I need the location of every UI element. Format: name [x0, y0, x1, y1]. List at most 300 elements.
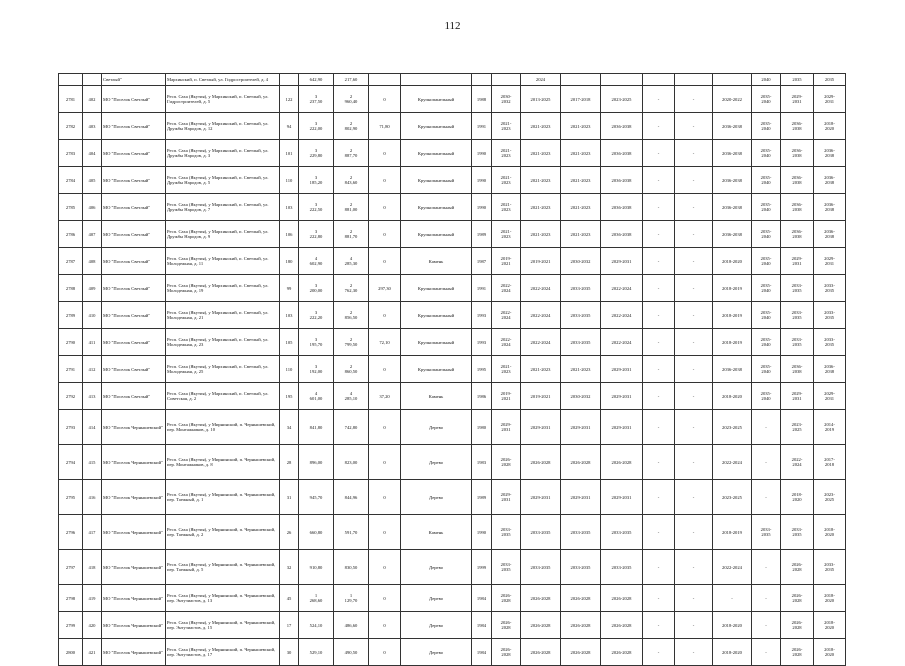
table-cell: 217,60 [334, 74, 369, 86]
table-cell: 2026- 2028 [492, 445, 521, 480]
table-cell: 2026- 2028 [781, 639, 814, 666]
table-cell: Дерево [401, 410, 472, 445]
table-cell: 2021-2023 [561, 194, 601, 221]
table-cell: 101 [280, 140, 299, 167]
table-cell: МО "Поселок Светлый" [102, 221, 166, 248]
table-cell: 2018-2020 [713, 383, 752, 410]
table-cell: Респ. Саха (Якутия), у Мирнинский, п. Чернышевский, пер. Энтузиастов, д. 17 [166, 639, 280, 666]
table-cell: 32 [280, 550, 299, 585]
table-cell: 2029- 2031 [781, 86, 814, 113]
table-cell: 2036- 2038 [814, 167, 846, 194]
table-cell: 2029-2031 [601, 480, 643, 515]
table-cell: 0 [369, 410, 401, 445]
table-cell: 2029-2031 [561, 480, 601, 515]
table-cell: МО "Поселок Светлый" [102, 329, 166, 356]
table-cell [643, 74, 675, 86]
table-cell: Респ. Саха (Якутия), у Мархинский, п. Светлый, ул. Дружбы Народов, д. 12 [166, 113, 280, 140]
table-cell: 2033- 2035 [492, 550, 521, 585]
table-row [59, 194, 846, 221]
table-cell: 2035- 2040 [752, 275, 781, 302]
table-cell: 2017- 2018 [814, 445, 846, 480]
table-cell: 2023- 2025 [781, 410, 814, 445]
table-cell: МО "Поселок Светлый" [102, 113, 166, 140]
table-cell: 3 185,20 [299, 167, 334, 194]
table-cell: 2021- 2023 [492, 356, 521, 383]
table-cell: 2036-2038 [601, 167, 643, 194]
table-cell: 2797 [59, 550, 83, 585]
table-cell: 0 [369, 140, 401, 167]
table-cell: 407 [83, 221, 102, 248]
table-cell: Респ. Саха (Якутия), у Мирнинский, п. Чернышевский, пер. Таежный, д. 2 [166, 515, 280, 550]
table-cell: 406 [83, 194, 102, 221]
table-cell: 2017-2018 [561, 86, 601, 113]
table-cell: - [675, 194, 713, 221]
table-cell: 106 [280, 221, 299, 248]
table-cell: 4 601,00 [299, 383, 334, 410]
table-cell: 660,80 [299, 515, 334, 550]
table-cell: 0 [369, 86, 401, 113]
table-cell: МО "Поселок Светлый" [102, 275, 166, 302]
table-cell: 71,80 [369, 113, 401, 140]
table-cell: - [643, 445, 675, 480]
table-cell: 415 [83, 445, 102, 480]
table-cell: 945,70 [299, 480, 334, 515]
table-cell: 26 [280, 515, 299, 550]
table-cell: 2021-2023 [521, 221, 561, 248]
table-row [59, 383, 846, 410]
table-cell: 0 [369, 480, 401, 515]
table-cell: 2029- 2031 [814, 248, 846, 275]
table-cell: 1983 [472, 445, 492, 480]
table-cell: 2035- 2040 [752, 167, 781, 194]
table-cell: 2021-2023 [561, 167, 601, 194]
table-row [59, 167, 846, 194]
table-cell: - [713, 585, 752, 612]
table-cell: 2021- 2023 [492, 167, 521, 194]
table-cell: - [675, 275, 713, 302]
table-cell: 420 [83, 612, 102, 639]
table-cell: 2022-2024 [521, 302, 561, 329]
table-cell: 2 762,30 [334, 275, 369, 302]
table-cell: Мархинский, п. Светлый, ул. Гидростроителей, д. 4 [166, 74, 280, 86]
table-cell: - [752, 480, 781, 515]
table-cell: 2033-2035 [561, 302, 601, 329]
table-cell: 2033-2035 [561, 275, 601, 302]
table-cell: 2794 [59, 445, 83, 480]
table-cell: 413 [83, 383, 102, 410]
table-cell: Дерево [401, 550, 472, 585]
table-cell: 1 268,60 [299, 585, 334, 612]
table-cell: 2795 [59, 480, 83, 515]
table-cell: 402 [83, 86, 102, 113]
table-cell: Крупнопанельный [401, 194, 472, 221]
table-cell: - [643, 302, 675, 329]
table-cell: 2 799,50 [334, 329, 369, 356]
table-cell: МО "Поселок Чернышевский" [102, 585, 166, 612]
table-cell: 2018- 2020 [814, 639, 846, 666]
table-cell: - [643, 140, 675, 167]
table-cell: 2021-2023 [521, 113, 561, 140]
table-cell: 2040 [752, 74, 781, 86]
table-cell: Камень [401, 383, 472, 410]
table-cell: - [752, 550, 781, 585]
table-cell: 421 [83, 639, 102, 666]
table-cell: 742,80 [334, 410, 369, 445]
table-cell: 2783 [59, 140, 83, 167]
table-cell: 2026-2028 [601, 585, 643, 612]
table-cell: Респ. Саха (Якутия), у Мархинский, п. Светлый, ул. Дружбы Народов, д. 9 [166, 221, 280, 248]
table-cell: 2022-2024 [521, 275, 561, 302]
table-cell: Респ. Саха (Якутия), у Мархинский, п. Светлый, ул. Молодежная, д. 19 [166, 275, 280, 302]
table-cell: 0 [369, 167, 401, 194]
table-cell: - [675, 445, 713, 480]
table-cell: 2035- 2040 [752, 383, 781, 410]
table-cell: Дерево [401, 585, 472, 612]
table-cell: 408 [83, 248, 102, 275]
table-cell: 2033- 2035 [752, 515, 781, 550]
table-cell: 2026- 2028 [781, 612, 814, 639]
table-cell: - [643, 329, 675, 356]
table-row [59, 639, 846, 666]
table-cell: 2021-2023 [561, 356, 601, 383]
table-cell: 2784 [59, 167, 83, 194]
table-cell: Респ. Саха (Якутия), у Мархинский, п. Светлый, ул. Дружбы Народов, д. 3 [166, 140, 280, 167]
table-cell: 3 200,00 [299, 275, 334, 302]
table-cell: Крупнопанельный [401, 329, 472, 356]
table-cell: 417 [83, 515, 102, 550]
table-cell: - [675, 113, 713, 140]
table-cell: 1990 [472, 515, 492, 550]
table-cell: 2036- 2038 [814, 140, 846, 167]
table-cell: 2021- 2023 [492, 221, 521, 248]
table-cell: 2018-2019 [713, 302, 752, 329]
table-cell: 0 [369, 356, 401, 383]
table-cell: 2033- 2035 [781, 302, 814, 329]
table-cell: МО "Поселок Светлый" [102, 140, 166, 167]
table-cell: 2026-2028 [521, 445, 561, 480]
table-cell: Респ. Саха (Якутия), у Мархинский, п. Светлый, ул. Дружбы Народов, д. 7 [166, 194, 280, 221]
table-cell: 2036- 2038 [781, 167, 814, 194]
table-cell: 3 222,80 [299, 221, 334, 248]
table-cell [280, 74, 299, 86]
table-cell: 2036- 2038 [781, 356, 814, 383]
table-cell: 2024 [521, 74, 561, 86]
table-cell: - [675, 515, 713, 550]
table-cell: 2036-2038 [713, 113, 752, 140]
table-cell: 2782 [59, 113, 83, 140]
table-cell: 2019- 2021 [492, 383, 521, 410]
table-cell: 2022- 2024 [492, 275, 521, 302]
table-cell: - [675, 302, 713, 329]
table-cell: 2036-2038 [601, 140, 643, 167]
table-cell: МО "Поселок Светлый" [102, 356, 166, 383]
table-cell: - [675, 329, 713, 356]
table-cell: Респ. Саха (Якутия), у Мархинский, п. Светлый, ул. Молодежная, д. 23 [166, 329, 280, 356]
table-cell: 2 843,60 [334, 167, 369, 194]
table-cell: 2792 [59, 383, 83, 410]
table-cell: - [643, 275, 675, 302]
table-row [59, 445, 846, 480]
table-cell: 486,60 [334, 612, 369, 639]
table-cell: 2013-2025 [521, 86, 561, 113]
table-cell: 2021-2023 [521, 356, 561, 383]
table-cell: 2800 [59, 639, 83, 666]
table-cell: 910,80 [299, 550, 334, 585]
table-cell: 2790 [59, 329, 83, 356]
table-row [59, 221, 846, 248]
table-cell: Крупнопанельный [401, 140, 472, 167]
table-cell: 103 [280, 302, 299, 329]
table-cell: 0 [369, 445, 401, 480]
table-cell [561, 74, 601, 86]
table-cell: 2030-2032 [561, 383, 601, 410]
table-cell: 2020-2022 [713, 86, 752, 113]
table-cell: 37,20 [369, 383, 401, 410]
table-cell: - [752, 639, 781, 666]
table-cell: 642,90 [299, 74, 334, 86]
table-cell: 3 237,50 [299, 86, 334, 113]
table-cell: - [643, 515, 675, 550]
table-cell: 2030-2032 [561, 248, 601, 275]
table-cell [492, 74, 521, 86]
table-cell: 416 [83, 480, 102, 515]
table-cell: 1987 [472, 248, 492, 275]
table-cell: 2036- 2038 [781, 113, 814, 140]
table-cell: 2022- 2024 [492, 302, 521, 329]
table-cell: МО "Поселок Чернышевский" [102, 612, 166, 639]
table-cell: 410 [83, 302, 102, 329]
table-cell: 0 [369, 248, 401, 275]
table-cell: 2 802,90 [334, 113, 369, 140]
table-cell: 2033- 2035 [492, 515, 521, 550]
table-cell: 0 [369, 639, 401, 666]
table-cell: 2781 [59, 86, 83, 113]
table-cell: 2035- 2040 [752, 329, 781, 356]
table-row [59, 356, 846, 383]
table-cell: 2033-2035 [521, 550, 561, 585]
table-cell: 2029-2031 [561, 410, 601, 445]
table-cell: Камень [401, 515, 472, 550]
table-cell: 2023- 2025 [814, 480, 846, 515]
table-cell: 2035 [781, 74, 814, 86]
table-row [59, 585, 846, 612]
table-cell: 524,10 [299, 612, 334, 639]
table-cell: 2026-2028 [561, 639, 601, 666]
table-cell: - [643, 356, 675, 383]
table-cell: МО "Поселок Светлый" [102, 248, 166, 275]
table-cell: 103 [280, 194, 299, 221]
table-cell: Светлый" [102, 74, 166, 86]
table-cell: 2018- 2020 [781, 480, 814, 515]
table-cell: 0 [369, 194, 401, 221]
table-cell: 2 881,00 [334, 194, 369, 221]
table-cell: 2029- 2031 [814, 86, 846, 113]
table-cell: 2019-2021 [521, 248, 561, 275]
table-cell: 1990 [472, 194, 492, 221]
housing-register-table [58, 73, 846, 666]
table-cell: Респ. Саха (Якутия), у Мирнинский, п. Чернышевский, пер. Энтузиастов, д. 13 [166, 585, 280, 612]
table-cell: - [675, 140, 713, 167]
table-cell: 2036- 2038 [781, 140, 814, 167]
table-cell: 2036- 2038 [814, 221, 846, 248]
table-cell: МО "Поселок Светлый" [102, 302, 166, 329]
table-cell: 17 [280, 612, 299, 639]
table-cell: - [643, 167, 675, 194]
table-cell: - [643, 194, 675, 221]
table-cell: 2033-2035 [521, 515, 561, 550]
table-cell: 2030- 2032 [492, 86, 521, 113]
table-cell: МО "Поселок Чернышевский" [102, 445, 166, 480]
table-cell: Респ. Саха (Якутия), у Мирнинский, п. Чернышевский, пер. Таежный, д. 5 [166, 550, 280, 585]
table-cell: Респ. Саха (Якутия), у Мархинский, п. Светлый, ул. Молодежная, д. 25 [166, 356, 280, 383]
table-cell: 2787 [59, 248, 83, 275]
table-cell: 2036- 2038 [781, 194, 814, 221]
table-cell: 2035- 2040 [752, 302, 781, 329]
table-cell: 1990 [472, 140, 492, 167]
table-cell: 2029-2031 [521, 480, 561, 515]
table-cell: 2022-2024 [713, 445, 752, 480]
table-cell: Крупнопанельный [401, 113, 472, 140]
table-cell: 2021-2023 [521, 140, 561, 167]
table-cell: - [752, 612, 781, 639]
table-cell [472, 74, 492, 86]
table-cell: 34 [280, 410, 299, 445]
table-cell: 2029-2031 [601, 383, 643, 410]
table-cell: 2033-2035 [561, 515, 601, 550]
table-cell: 2 960,40 [334, 86, 369, 113]
table-cell: 2018-2020 [713, 612, 752, 639]
table-cell: 3 222,00 [299, 113, 334, 140]
table-cell: 2018- 2020 [814, 113, 846, 140]
table-cell: 2029- 2031 [492, 410, 521, 445]
table-cell: 2799 [59, 612, 83, 639]
table-cell: 2036-2038 [713, 167, 752, 194]
table-cell: Крупнопанельный [401, 167, 472, 194]
table-cell: 2026- 2028 [492, 639, 521, 666]
table-cell: 830,50 [334, 550, 369, 585]
table-cell: 404 [83, 140, 102, 167]
table-cell: 1984 [472, 639, 492, 666]
table-cell: МО "Поселок Чернышевский" [102, 480, 166, 515]
table-cell: 2021- 2023 [492, 194, 521, 221]
table-cell: 1989 [472, 480, 492, 515]
table-row [59, 302, 846, 329]
table-cell: Респ. Саха (Якутия), у Мархинский, п. Светлый, ул. Советская, д. 2 [166, 383, 280, 410]
table-cell: 3 195,70 [299, 329, 334, 356]
table-cell: 2029- 2031 [781, 383, 814, 410]
table-row [59, 480, 846, 515]
table-cell: - [643, 480, 675, 515]
table-cell: Крупнопанельный [401, 86, 472, 113]
table-cell: - [643, 550, 675, 585]
table-cell: 2022-2024 [601, 302, 643, 329]
table-cell: 2 860,50 [334, 356, 369, 383]
table-cell: 896,00 [299, 445, 334, 480]
table-cell: 297,30 [369, 275, 401, 302]
table-cell: 2021- 2023 [492, 140, 521, 167]
table-cell: 823,00 [334, 445, 369, 480]
table-cell: Респ. Саха (Якутия), у Мархинский, п. Светлый, ул. Дружбы Народов, д. 5 [166, 167, 280, 194]
table-cell: 2021-2023 [561, 140, 601, 167]
table-cell: 2036-2038 [713, 140, 752, 167]
table-cell: 2033- 2035 [781, 275, 814, 302]
table-cell: 3 192,00 [299, 356, 334, 383]
table-cell: Респ. Саха (Якутия), у Мархинский, п. Светлый, ул. Молодежная, д. 11 [166, 248, 280, 275]
table-cell: 1980 [472, 410, 492, 445]
table-cell: 105 [280, 329, 299, 356]
table-cell: 2035- 2040 [752, 140, 781, 167]
table-cell: 3 222,50 [299, 194, 334, 221]
table-cell: 405 [83, 167, 102, 194]
table-cell: 110 [280, 356, 299, 383]
table-cell: Респ. Саха (Якутия), у Мархинский, п. Светлый, ул. Молодежная, д. 21 [166, 302, 280, 329]
table-cell: - [675, 585, 713, 612]
table-cell: 31 [280, 480, 299, 515]
table-cell: Крупнопанельный [401, 275, 472, 302]
table-cell: 418 [83, 550, 102, 585]
table-cell: 2035- 2040 [752, 248, 781, 275]
table-cell: 2022- 2024 [492, 329, 521, 356]
table-cell: 2035- 2040 [752, 221, 781, 248]
table-cell: 0 [369, 302, 401, 329]
table-cell: 2026-2028 [601, 612, 643, 639]
table-cell: - [752, 445, 781, 480]
table-cell: 3 229,80 [299, 140, 334, 167]
table-cell: - [752, 410, 781, 445]
table-cell: 2033-2035 [601, 515, 643, 550]
table-cell: 2019- 2021 [492, 248, 521, 275]
table-cell: 1984 [472, 612, 492, 639]
table-cell [369, 74, 401, 86]
table-cell: Дерево [401, 445, 472, 480]
table-cell: 841,80 [299, 410, 334, 445]
table-cell: 2036-2038 [713, 356, 752, 383]
table-cell: 1991 [472, 275, 492, 302]
table-cell: 45 [280, 585, 299, 612]
table-cell: - [643, 585, 675, 612]
table-cell: МО "Поселок Чернышевский" [102, 550, 166, 585]
table-cell: - [643, 248, 675, 275]
table-cell: - [643, 383, 675, 410]
table-cell: 2022-2024 [601, 329, 643, 356]
table-cell: 2 881,70 [334, 221, 369, 248]
table-cell: 2793 [59, 410, 83, 445]
table-cell: 1989 [472, 221, 492, 248]
table-cell: 1986 [472, 383, 492, 410]
table-cell: 2022- 2024 [781, 445, 814, 480]
table-cell: 2035- 2040 [752, 113, 781, 140]
table-cell: - [675, 167, 713, 194]
table-cell: Респ. Саха (Якутия), у Мирнинский, п. Чернышевский, пер. Энтузиастов, д. 15 [166, 612, 280, 639]
table-cell: 2036-2038 [601, 113, 643, 140]
table-cell: 4 285,10 [334, 383, 369, 410]
table-cell: - [675, 383, 713, 410]
table-cell: МО "Поселок Чернышевский" [102, 639, 166, 666]
table-cell: Камень [401, 248, 472, 275]
table-cell: 2036-2038 [601, 221, 643, 248]
table-cell: 414 [83, 410, 102, 445]
table-cell: Крупнопанельный [401, 302, 472, 329]
table-cell: 3 222,20 [299, 302, 334, 329]
table-cell: 2786 [59, 221, 83, 248]
table-cell: 529,10 [299, 639, 334, 666]
table-cell [83, 74, 102, 86]
table-cell: 2026- 2028 [781, 550, 814, 585]
table-cell: - [675, 639, 713, 666]
table-row [59, 410, 846, 445]
table-cell: 844,96 [334, 480, 369, 515]
table-cell: 2014- 2019 [814, 410, 846, 445]
